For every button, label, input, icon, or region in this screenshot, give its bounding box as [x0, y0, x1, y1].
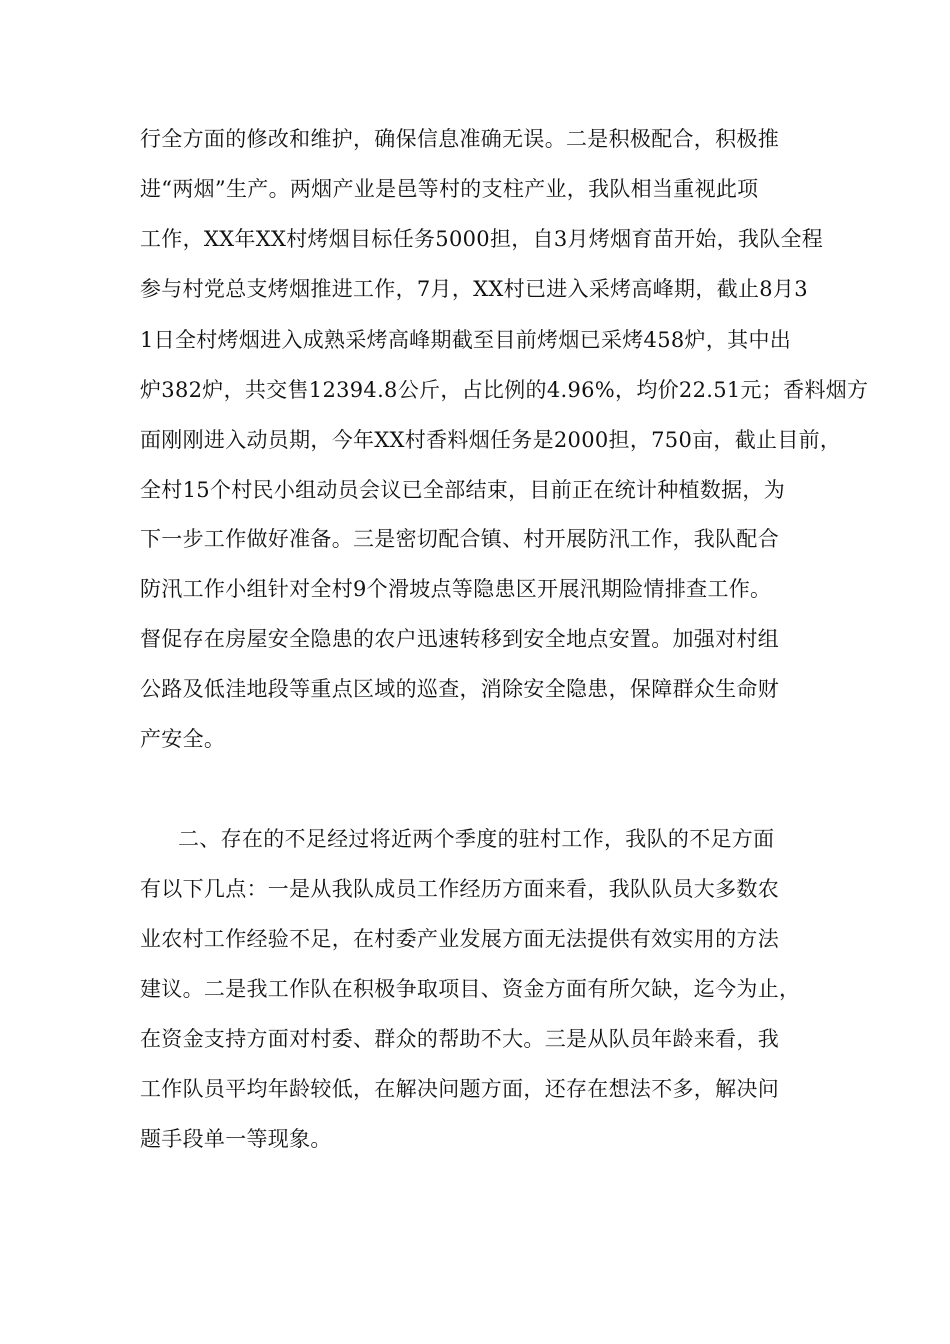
paragraph1-line-9: 下一步工作做好准备。三是密切配合镇、村开展防汛工作，我队配合 — [140, 527, 779, 551]
paragraph1-line-1: 行全方面的修改和维护，确保信息准确无误。二是积极配合，积极推 — [140, 127, 779, 151]
paragraph1-line-4: 参与村党总支烤烟推进工作，7月，XX村已进入采烤高峰期，截止8月3 — [140, 277, 808, 301]
paragraph1-line-13: 产安全。 — [140, 727, 226, 751]
paragraph1-line-6: 炉382炉，共交售12394.8公斤，占比例的4.96%，均价22.51元；香料烟方 — [140, 378, 869, 402]
paragraph2-line-5: 在资金支持方面对村委、群众的帮助不大。三是从队员年龄来看，我 — [140, 1027, 779, 1051]
paragraph1-line-10: 防汛工作小组针对全村9个滑坡点等隐患区开展汛期险情排查工作。 — [140, 577, 772, 601]
paragraph2-line-4: 建议。二是我工作队在积极争取项目、资金方面有所欠缺，迄今为止， — [140, 977, 801, 1001]
paragraph2-line-6: 工作队员平均年龄较低，在解决问题方面，还存在想法不多，解决问 — [140, 1077, 779, 1101]
paragraph2-line-1: 二、存在的不足经过将近两个季度的驻村工作，我队的不足方面 — [178, 827, 775, 851]
paragraph2-line-7: 题手段单一等现象。 — [140, 1127, 332, 1151]
paragraph1-line-3: 工作，XX年XX村烤烟目标任务5000担，自3月烤烟育苗开始，我队全程 — [140, 227, 824, 251]
paragraph1-line-7: 面刚刚进入动员期，今年XX村香料烟任务是2000担，750亩，截止目前， — [140, 428, 842, 452]
paragraph1-line-8: 全村15个村民小组动员会议已全部结束，目前正在统计种植数据，为 — [140, 478, 786, 502]
paragraph1-line-2: 进“两烟”生产。两烟产业是邑等村的支柱产业，我队相当重视此项 — [140, 177, 759, 201]
paragraph1-line-11: 督促存在房屋安全隐患的农户迅速转移到安全地点安置。加强对村组 — [140, 627, 779, 651]
paragraph2-line-3: 业农村工作经验不足，在村委产业发展方面无法提供有效实用的方法 — [140, 927, 779, 951]
paragraph1-line-5: 1日全村烤烟进入成熟采烤高峰期截至目前烤烟已采烤458炉，其中出 — [140, 328, 792, 352]
paragraph1-line-12: 公路及低洼地段等重点区域的巡查，消除安全隐患，保障群众生命财 — [140, 677, 779, 701]
paragraph2-line-2: 有以下几点：一是从我队成员工作经历方面来看，我队队员大多数农 — [140, 877, 779, 901]
